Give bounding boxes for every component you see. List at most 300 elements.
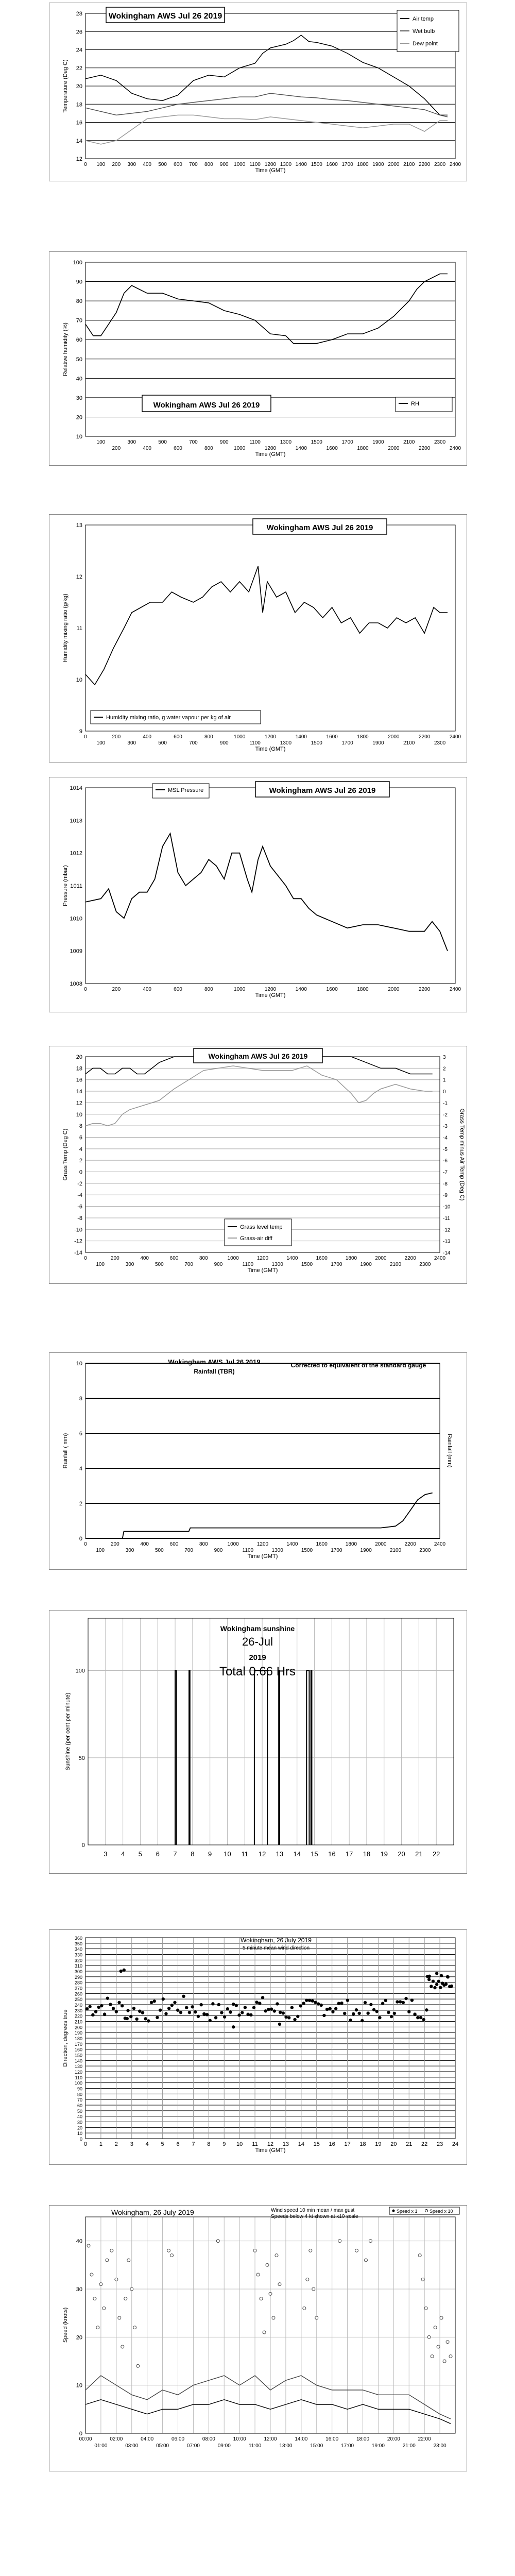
direction-point: [249, 2013, 252, 2016]
y-tick-label: 12: [76, 574, 82, 580]
x-tick-label: 700: [184, 1262, 194, 1267]
x-tick-label: 13: [282, 2141, 289, 2147]
x-tick-label: 6: [156, 1850, 160, 1858]
x-tick-label: 200: [112, 446, 121, 451]
x-tick-label: 19: [375, 2141, 382, 2147]
y-tick-label: 40: [76, 2238, 82, 2245]
x-tick-label: 2100: [403, 162, 415, 167]
x10-point: [170, 2254, 174, 2257]
direction-point: [173, 2001, 176, 2004]
x-tick-label: 1900: [372, 439, 384, 445]
direction-point: [404, 1997, 407, 2000]
direction-point: [279, 2011, 282, 2014]
y-tick-label: 80: [76, 298, 82, 305]
series-line: [85, 2400, 451, 2424]
x10-point: [167, 2249, 170, 2252]
y-tick-label: 100: [74, 2080, 82, 2086]
direction-point: [317, 2002, 320, 2005]
direction-point: [156, 2016, 159, 2019]
x-tick-label: 21: [415, 1850, 423, 1858]
direction-point: [217, 2003, 220, 2006]
x10-point: [309, 2249, 312, 2252]
x-tick-label: 20: [390, 2141, 397, 2147]
direction-point: [416, 2016, 419, 2019]
direction-point: [334, 2007, 337, 2010]
x-tick-label: 600: [169, 1256, 179, 1261]
legend-label: Air temp: [413, 16, 434, 22]
chart-title: Wokingham AWS Jul 26 2019: [266, 523, 373, 532]
direction-point: [407, 2010, 410, 2013]
direction-point: [91, 2013, 94, 2016]
y-tick-label: 16: [76, 1077, 82, 1083]
x-tick-label: 8: [191, 1850, 195, 1858]
direction-point: [393, 2012, 396, 2015]
direction-point: [220, 2011, 223, 2014]
direction-point: [299, 2004, 302, 2007]
chart-subtitle: 5 minute mean wind direction: [242, 1945, 310, 1951]
x-tick-label: 00:00: [79, 2436, 92, 2442]
y2-tick-label: -1: [443, 1100, 448, 1107]
y-tick-label: 10: [76, 434, 82, 440]
x10-point: [306, 2278, 309, 2281]
sunshine-chart: [49, 1610, 467, 1874]
y-tick-label: 0: [81, 1842, 85, 1849]
x-tick-label: 1100: [249, 740, 261, 746]
x-tick-label: 100: [96, 439, 106, 445]
direction-point: [440, 1974, 443, 1977]
y-tick-label: 50: [77, 2108, 82, 2114]
x-tick-label: 01:00: [94, 2443, 108, 2449]
x-tick-label: 0: [84, 1256, 87, 1261]
direction-point: [331, 2010, 334, 2013]
sunshine-burst: [189, 1671, 190, 1845]
x-tick-label: 2000: [388, 987, 400, 992]
x-tick-label: 500: [154, 1262, 164, 1267]
y-tick-label: 90: [77, 2086, 82, 2092]
x-tick-label: 300: [125, 1548, 134, 1553]
y-tick-label: 10: [76, 1361, 82, 1367]
series-line: [85, 35, 448, 115]
x10-point: [266, 2263, 269, 2266]
direction-point: [267, 2008, 270, 2011]
x-tick-label: 1900: [360, 1262, 372, 1267]
y-tick-label: 1014: [70, 785, 82, 791]
x-tick-label: 12:00: [264, 2436, 277, 2442]
y-axis-label: Speed (knots): [62, 2307, 68, 2343]
x-tick-label: 21: [406, 2141, 413, 2147]
direction-point: [337, 2002, 340, 2005]
x-tick-label: 1700: [331, 1548, 342, 1553]
x10-point: [115, 2278, 118, 2281]
direction-point: [97, 2006, 100, 2009]
y-tick-label: 110: [75, 2075, 82, 2080]
y2-tick-label: -4: [443, 1135, 448, 1141]
direction-point: [290, 2006, 294, 2009]
direction-point: [197, 2015, 200, 2018]
direction-point: [237, 2013, 241, 2016]
y-tick-label: 50: [78, 1755, 85, 1761]
x-tick-label: 700: [189, 740, 198, 746]
x-tick-label: 17: [344, 2141, 351, 2147]
y-tick-label: 60: [77, 2103, 82, 2108]
direction-point: [427, 1978, 431, 1981]
x-tick-label: 900: [214, 1262, 223, 1267]
x-tick-label: 11: [241, 1850, 249, 1858]
y-tick-label: 230: [74, 2008, 82, 2013]
y-tick-label: 10: [76, 2382, 82, 2389]
y-tick-label: 2: [79, 1501, 82, 1507]
sunshine-burst: [279, 1671, 280, 1845]
legend: [225, 1219, 291, 1246]
y-axis-label: Temperature (Deg C): [62, 59, 68, 113]
x-tick-label: 900: [219, 162, 229, 167]
y2-tick-label: -3: [443, 1124, 448, 1130]
x-tick-label: 1300: [280, 740, 292, 746]
x10-point: [110, 2249, 113, 2252]
x-tick-label: 2000: [375, 1256, 387, 1261]
x-tick-label: 1700: [341, 740, 353, 746]
y-tick-label: 100: [73, 260, 82, 266]
direction-point: [252, 2006, 255, 2009]
y-tick-label: 40: [76, 376, 82, 382]
x-tick-label: 20:00: [387, 2436, 400, 2442]
x-tick-label: 6: [176, 2141, 180, 2147]
x-tick-label: 900: [219, 439, 229, 445]
x-tick-label: 800: [204, 734, 213, 740]
x-tick-label: 100: [96, 1262, 105, 1267]
direction-point: [375, 2010, 379, 2013]
y-tick-label: 20: [76, 2334, 82, 2341]
y-tick-label: 140: [74, 2058, 82, 2064]
direction-point: [413, 2012, 416, 2015]
x10-point: [449, 2355, 452, 2358]
x-tick-label: 2200: [419, 987, 431, 992]
y-tick-label: 0: [79, 1536, 82, 1542]
direction-point: [360, 2019, 364, 2022]
x10-point: [275, 2254, 278, 2257]
x-tick-label: 15:00: [310, 2443, 323, 2449]
direction-point: [343, 2012, 346, 2015]
x-tick-label: 400: [143, 446, 152, 451]
x-tick-label: 200: [112, 162, 121, 167]
y-tick-label: 210: [74, 2019, 82, 2025]
direction-point: [170, 2004, 174, 2007]
x-tick-label: 1000: [227, 1256, 239, 1261]
legend-label: Grass level temp: [240, 1224, 283, 1230]
x10-point: [102, 2307, 106, 2310]
x-tick-label: 2400: [434, 1541, 446, 1547]
humidity-chart: [49, 251, 467, 466]
y-tick-label: 90: [76, 279, 82, 285]
direction-point: [270, 2008, 273, 2011]
x-tick-label: 1300: [271, 1262, 283, 1267]
y2-axis-label: Grass Temp minus Air Temp (Deg C): [459, 1108, 465, 1201]
y-tick-label: -12: [74, 1238, 82, 1245]
x-tick-label: 24: [452, 2141, 459, 2147]
x-tick-label: 5: [138, 1850, 143, 1858]
y2-tick-label: -7: [443, 1170, 448, 1176]
direction-point: [246, 2013, 249, 2016]
direction-point: [439, 1986, 442, 1989]
x-tick-label: 2200: [419, 446, 431, 451]
legend-label: MSL Pressure: [168, 787, 204, 793]
chart-year: 2019: [249, 1653, 266, 1662]
direction-point: [226, 2007, 229, 2010]
x-tick-label: 1300: [280, 439, 292, 445]
direction-point: [384, 1999, 387, 2002]
x-tick-label: 09:00: [217, 2443, 231, 2449]
direction-point: [311, 1999, 314, 2002]
x10-point: [355, 2249, 358, 2252]
y-tick-label: 14: [76, 1089, 82, 1095]
chart-title: Wokingham AWS Jul 26 2019: [153, 401, 260, 410]
y-tick-label: 70: [77, 2097, 82, 2103]
x-tick-label: 2400: [449, 162, 461, 167]
x-tick-label: 06:00: [171, 2436, 185, 2442]
y-tick-label: 13: [76, 522, 82, 529]
direction-point: [153, 1999, 156, 2003]
x10-point: [263, 2331, 266, 2334]
direction-point: [428, 1975, 431, 1978]
x-tick-label: 1500: [301, 1262, 313, 1267]
x-tick-label: 18: [359, 2141, 366, 2147]
x-tick-label: 2100: [389, 1262, 402, 1267]
x-tick-label: 10:00: [233, 2436, 246, 2442]
x-tick-label: 1400: [295, 734, 307, 740]
x-tick-label: 1000: [234, 162, 246, 167]
direction-point: [364, 2001, 367, 2004]
y-tick-label: 340: [74, 1946, 82, 1952]
x-tick-label: 1200: [264, 162, 277, 167]
x-tick-label: 100: [96, 162, 106, 167]
x10-point: [106, 2259, 109, 2262]
x-tick-label: 1600: [326, 987, 338, 992]
x-tick-label: 16: [328, 1850, 336, 1858]
y2-tick-label: -13: [443, 1239, 451, 1245]
direction-point: [119, 1970, 123, 1973]
y-tick-label: 150: [74, 2053, 82, 2058]
direction-point: [244, 2006, 247, 2009]
direction-point: [185, 2006, 188, 2009]
x10-point: [369, 2240, 372, 2243]
series-line: [85, 93, 448, 117]
x10-point: [253, 2249, 256, 2252]
x-tick-label: 23: [436, 2141, 443, 2147]
direction-point: [191, 2005, 194, 2008]
y-tick-label: 360: [74, 1936, 82, 1941]
x-tick-label: 1800: [357, 446, 369, 451]
y-tick-label: 300: [74, 1969, 82, 1974]
x10-point: [96, 2326, 99, 2329]
legend-swatch: [392, 2210, 395, 2212]
x-tick-label: 14: [298, 2141, 304, 2147]
x-tick-label: 16: [329, 2141, 335, 2147]
series-line: [85, 834, 448, 951]
direction-point: [273, 2009, 276, 2012]
direction-point: [106, 1996, 109, 1999]
x-tick-label: 1500: [311, 162, 322, 167]
y-tick-label: 220: [74, 2013, 82, 2019]
direction-point: [214, 2016, 217, 2019]
direction-point: [144, 2017, 147, 2020]
y-tick-label: 1008: [70, 981, 82, 987]
y-tick-label: 12: [76, 156, 82, 162]
direction-point: [305, 1998, 308, 2002]
x-tick-label: 1100: [249, 439, 261, 445]
direction-point: [422, 2018, 425, 2021]
y2-tick-label: 2: [443, 1066, 446, 1072]
x10-point: [440, 2316, 443, 2319]
direction-point: [410, 1998, 414, 2002]
series-line: [85, 2376, 451, 2419]
x-tick-label: 200: [110, 1541, 119, 1547]
y-tick-label: 240: [74, 2003, 82, 2008]
y-axis-label: Humidity mixing ratio (g/kg): [62, 594, 68, 663]
x-tick-label: 1300: [271, 1548, 283, 1553]
direction-point: [179, 2011, 182, 2014]
direction-point: [287, 2016, 290, 2019]
direction-point: [255, 2001, 258, 2004]
x-tick-label: 22: [421, 2141, 428, 2147]
direction-point: [126, 2009, 129, 2012]
y-tick-label: -14: [74, 1250, 82, 1256]
x-tick-label: 14: [293, 1850, 301, 1858]
direction-point: [123, 1969, 126, 1972]
y-tick-label: 1010: [70, 916, 82, 922]
x10-point: [421, 2278, 424, 2281]
x-tick-label: 700: [189, 162, 198, 167]
direction-point: [320, 2004, 323, 2007]
direction-point: [182, 1995, 185, 1998]
direction-point: [164, 2012, 167, 2015]
x-tick-label: 15: [311, 1850, 318, 1858]
direction-point: [223, 2015, 226, 2019]
direction-point: [147, 2019, 150, 2022]
x-tick-label: 300: [127, 439, 136, 445]
y2-tick-label: -5: [443, 1146, 448, 1153]
legend-label: RH: [411, 401, 419, 407]
x-tick-label: 800: [199, 1256, 208, 1261]
x-tick-label: 23:00: [433, 2443, 447, 2449]
x-tick-label: 2300: [419, 1262, 431, 1267]
y-tick-label: 40: [77, 2114, 82, 2120]
y-tick-label: 22: [76, 65, 82, 72]
y-tick-label: 320: [74, 1958, 82, 1963]
direction-point: [402, 2001, 405, 2004]
y-tick-label: 200: [74, 2025, 82, 2030]
direction-point: [100, 2004, 103, 2007]
direction-point: [117, 2001, 121, 2004]
direction-point: [284, 2015, 287, 2019]
x-tick-label: 2000: [388, 162, 400, 167]
x-tick-label: 1800: [357, 734, 369, 740]
y-tick-label: 20: [76, 83, 82, 90]
x-tick-label: 19:00: [371, 2443, 385, 2449]
x10-point: [315, 2316, 318, 2319]
direction-point: [419, 2016, 422, 2019]
y-tick-label: 0: [79, 1169, 82, 1176]
direction-point: [264, 2009, 267, 2012]
x-tick-label: 05:00: [156, 2443, 169, 2449]
y-tick-label: 100: [75, 1668, 85, 1674]
y-tick-label: 18: [76, 101, 82, 108]
plot-frame: [88, 1618, 454, 1845]
x-tick-label: 18: [363, 1850, 371, 1858]
y-tick-label: 20: [76, 1054, 82, 1060]
x-tick-label: 800: [199, 1541, 208, 1547]
y2-tick-label: -6: [443, 1158, 448, 1164]
x-tick-label: 3: [104, 1850, 108, 1858]
y-axis-label: Direction, degrees true: [62, 2009, 68, 2067]
pressure-chart: [49, 777, 467, 1012]
x-tick-label: 1800: [357, 987, 369, 992]
direction-point: [162, 1997, 165, 2001]
direction-point: [232, 2003, 235, 2006]
x-tick-label: 1200: [256, 1541, 269, 1547]
sunshine-burst: [311, 1671, 312, 1845]
x-tick-label: 2200: [419, 162, 431, 167]
y-tick-label: 260: [74, 1991, 82, 1997]
direction-point: [302, 2002, 305, 2005]
x-axis-label: Time (GMT): [247, 1553, 278, 1560]
x-tick-label: 1400: [286, 1256, 298, 1261]
x10-point: [256, 2273, 260, 2276]
x-tick-label: 300: [127, 162, 136, 167]
mixing-ratio-chart: [49, 514, 467, 762]
direction-point: [85, 2007, 89, 2010]
x-tick-label: 20: [398, 1850, 405, 1858]
direction-point: [387, 2011, 390, 2014]
x-tick-label: 2400: [449, 446, 461, 451]
x-tick-label: 2400: [434, 1256, 446, 1261]
x-tick-label: 800: [204, 987, 213, 992]
direction-point: [199, 2003, 202, 2006]
x-tick-label: 0: [84, 1541, 87, 1547]
y-tick-label: 1012: [70, 850, 82, 857]
y-tick-label: 160: [74, 2047, 82, 2053]
chart-subtitle: Wind speed 10 min mean / max gust: [271, 2208, 355, 2213]
direction-point: [235, 2004, 238, 2007]
y-tick-label: 10: [77, 2131, 82, 2137]
direction-point: [176, 2009, 179, 2012]
y2-axis-label: Rainfall (mm): [447, 1434, 453, 1468]
x-tick-label: 4: [145, 2141, 149, 2147]
x-tick-label: 2300: [419, 1548, 431, 1553]
x-tick-label: 19: [380, 1850, 388, 1858]
x-tick-label: 100: [96, 740, 106, 746]
y-tick-label: -8: [77, 1215, 82, 1222]
y-tick-label: 10: [76, 677, 82, 683]
direction-point: [325, 2008, 329, 2011]
x10-point: [424, 2307, 427, 2310]
chart-title: Wokingham AWS Jul 26 2019: [208, 1052, 308, 1060]
direction-point: [129, 2015, 132, 2018]
x-tick-label: 800: [204, 446, 213, 451]
x-tick-label: 1400: [286, 1541, 298, 1547]
x-tick-label: 2400: [449, 987, 461, 992]
x-tick-label: 11:00: [248, 2443, 262, 2449]
x-tick-label: 1800: [345, 1256, 357, 1261]
x-tick-label: 600: [174, 446, 182, 451]
y2-tick-label: 1: [443, 1077, 446, 1083]
temperature-chart: [49, 3, 467, 181]
direction-point: [112, 2007, 115, 2010]
x-tick-label: 1700: [341, 162, 353, 167]
direction-point: [258, 2002, 261, 2005]
direction-point: [126, 2017, 129, 2020]
y-tick-label: 1011: [70, 883, 82, 889]
y-tick-label: 24: [76, 47, 82, 54]
